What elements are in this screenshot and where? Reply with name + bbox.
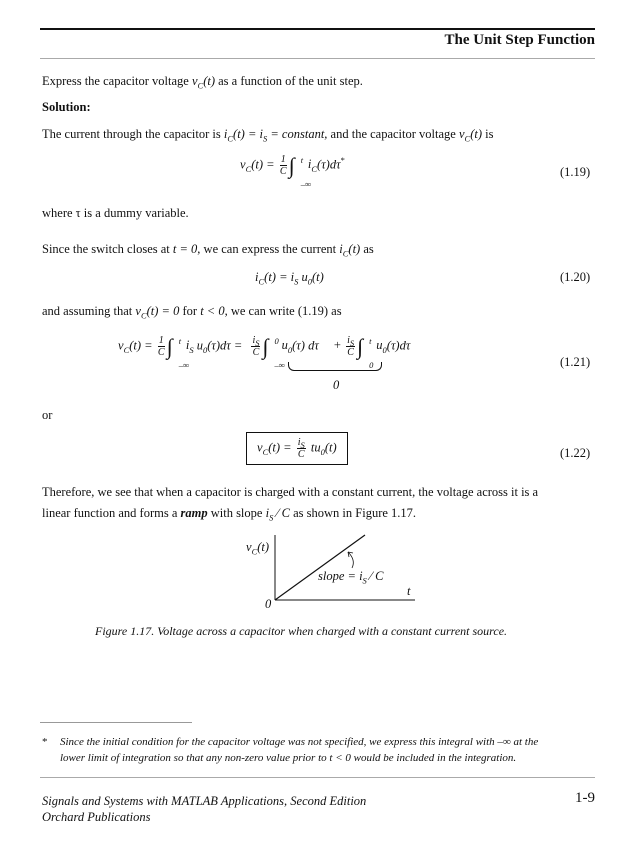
integral-sign: ∫ 0 –∞ <box>262 337 268 357</box>
math: slope = i <box>318 569 363 583</box>
upper-limit: 0 <box>274 335 279 346</box>
numerator: 1 <box>158 335 164 346</box>
fraction <box>346 335 355 358</box>
footnote <box>42 734 597 766</box>
math-sub: C <box>251 546 258 557</box>
math-sub: S <box>189 344 194 355</box>
text: for <box>179 304 201 318</box>
math: ⁄ C <box>366 569 384 583</box>
or-label: or <box>42 408 53 422</box>
figure-x-label: t <box>407 584 411 598</box>
math: (t) <box>470 127 483 141</box>
math: u <box>298 270 308 284</box>
lower-limit: –∞ <box>274 359 285 370</box>
math: (τ)dτ = <box>207 338 243 353</box>
footer <box>42 793 366 825</box>
math-sub: S <box>349 338 355 348</box>
math: (t) = <box>129 338 153 353</box>
equation-1-20 <box>255 270 324 285</box>
denominator: C <box>347 347 354 358</box>
solution-label: Solution: <box>42 100 91 114</box>
equation-number: (1.21) <box>560 355 591 369</box>
text: , we can write (1.19) as <box>224 304 342 318</box>
math: v <box>135 304 141 318</box>
text: , we can express the current <box>197 242 340 256</box>
equation-1-19 <box>240 152 345 189</box>
math-sub: 0 <box>320 446 325 457</box>
math-arg: (t) <box>203 74 215 88</box>
math: v <box>458 127 465 141</box>
numerator <box>297 437 306 449</box>
equation-number: (1.22) <box>560 446 591 460</box>
figure-caption: Figure 1.17. Voltage across a capacitor when charged with a constant current source. <box>95 624 508 638</box>
math: (τ)dτ <box>386 338 411 353</box>
paragraph-switch <box>42 241 374 257</box>
fraction <box>158 335 165 358</box>
publisher: Orchard Publications <box>42 810 151 824</box>
underbrace-value: 0 <box>333 378 340 392</box>
fraction <box>280 154 287 177</box>
paragraph-assuming <box>42 303 342 319</box>
figure-slope-label <box>318 569 383 584</box>
math: = constant, <box>267 127 328 141</box>
math: i <box>339 242 343 256</box>
numerator <box>346 335 355 347</box>
math: (τ) dτ <box>292 338 319 353</box>
text: and the capacitor voltage <box>327 127 459 141</box>
math: v <box>257 440 263 455</box>
math-sub: C <box>262 446 269 457</box>
figure-origin-label: 0 <box>265 597 272 611</box>
text: Since the switch closes at <box>42 242 173 256</box>
math: u <box>376 338 383 353</box>
lower-limit: 0 <box>369 359 374 370</box>
math-sub: C <box>140 310 147 321</box>
math-sub: C <box>311 163 318 174</box>
running-header-title: The Unit Step Function <box>444 32 595 48</box>
math: (t) <box>324 440 337 455</box>
math: i <box>297 437 301 448</box>
math: (τ)dτ <box>317 157 341 172</box>
math-var: v <box>191 74 198 88</box>
math: i <box>185 338 190 353</box>
integral-sign: ∫ t –∞ <box>167 337 173 357</box>
math-sub: C <box>342 248 349 259</box>
header-divider <box>40 58 595 59</box>
math: u <box>193 338 203 353</box>
numerator <box>251 335 260 347</box>
math: (t) <box>312 270 324 284</box>
math: tu <box>310 440 321 455</box>
math: (t) = <box>268 440 292 455</box>
math-sub: S <box>269 512 274 523</box>
text: as <box>360 242 374 256</box>
math: v <box>240 157 246 172</box>
math: (t) = i <box>233 127 263 141</box>
upper-limit: t <box>300 154 304 165</box>
math-sub: C <box>123 344 130 355</box>
equation-1-22-box <box>246 432 348 465</box>
math: i <box>223 127 228 141</box>
math-sub: S <box>263 133 268 144</box>
equation-number: (1.19) <box>560 165 591 179</box>
footnote-marker: * <box>340 155 345 166</box>
integral-sign: ∫ t 0 <box>357 337 363 357</box>
math: t < 0 <box>200 304 225 318</box>
problem-text: Express the capacitor voltage <box>42 74 192 88</box>
math: i <box>347 335 350 346</box>
text: as shown in Figure 1.17. <box>290 506 417 520</box>
math-sub: 0 <box>287 344 293 355</box>
math: i <box>265 506 270 520</box>
fraction <box>251 335 260 358</box>
math: (t) = i <box>264 270 295 284</box>
math: i <box>307 157 312 172</box>
math: (t) <box>348 242 361 256</box>
math: i <box>252 335 256 346</box>
footer-rule <box>40 777 595 778</box>
numerator: 1 <box>280 154 286 165</box>
text: with slope <box>207 506 266 520</box>
text: is <box>482 127 494 141</box>
math-sub: S <box>300 440 305 450</box>
text: linear function and forms a <box>42 506 181 520</box>
paragraph-therefore-line2 <box>42 505 416 521</box>
denominator: C <box>297 449 305 460</box>
math-sub: C <box>197 80 204 91</box>
math: u <box>281 338 288 353</box>
footnote-line: lower limit of integration so that any non-zero value prior to t < 0 would be included in the integration. <box>60 752 517 764</box>
paragraph-current <box>42 126 493 142</box>
upper-limit: t <box>178 335 182 346</box>
lower-limit: –∞ <box>300 178 312 189</box>
underbrace <box>288 362 382 371</box>
math-sub: 0 <box>202 344 208 355</box>
math-sub: C <box>258 276 265 287</box>
ramp-line <box>275 535 365 600</box>
problem-statement <box>42 73 363 89</box>
math-sub: S <box>255 338 260 348</box>
page-number: 1-9 <box>575 790 595 806</box>
plus-sign: + <box>333 338 341 353</box>
math: (t) <box>257 540 270 554</box>
denominator: C <box>157 347 165 358</box>
math: ⁄ C <box>273 506 290 520</box>
math: t = 0 <box>172 242 198 256</box>
equation-1-21 <box>118 333 411 370</box>
math-sub: S <box>294 276 299 287</box>
text: The current through the capacitor is <box>42 127 224 141</box>
upper-limit: t <box>369 335 372 346</box>
integral-glyph: ∫ <box>288 152 295 178</box>
footnote-marker: * <box>42 736 48 748</box>
header-rule <box>40 28 595 30</box>
denominator: C <box>252 347 260 358</box>
book-title: Signals and Systems with MATLAB Applications, Second Edition <box>42 794 367 808</box>
integral-sign <box>288 152 312 189</box>
equation-number: (1.20) <box>560 270 591 284</box>
figure-y-label <box>246 540 269 555</box>
math-sub: 0 <box>307 276 312 287</box>
math: (t) = 0 <box>146 304 180 318</box>
fraction <box>297 437 306 460</box>
paragraph-where: where τ is a dummy variable. <box>42 206 189 220</box>
text: and assuming that <box>42 304 136 318</box>
paragraph-therefore-line1: Therefore, we see that when a capacitor is charged with a constant current, the voltage across it is a <box>42 485 539 499</box>
math-sub: C <box>227 133 234 144</box>
problem-text-end: as a function of the unit step. <box>215 74 363 88</box>
math-sub: S <box>362 575 367 586</box>
math: i <box>255 270 259 284</box>
denominator: C <box>279 166 287 177</box>
math-sub: 0 <box>382 344 387 355</box>
math-sub: C <box>245 163 252 174</box>
lower-limit: –∞ <box>178 359 190 370</box>
footnote-line: Since the initial condition for the capacitor voltage was not specified, we express this integral with –∞ at the <box>60 736 539 748</box>
math: (t) = <box>251 157 275 172</box>
math: v <box>246 540 252 554</box>
footnote-rule <box>40 722 192 723</box>
ramp-term: ramp <box>180 506 208 520</box>
math: v <box>118 338 124 353</box>
math-sub: C <box>464 133 471 144</box>
